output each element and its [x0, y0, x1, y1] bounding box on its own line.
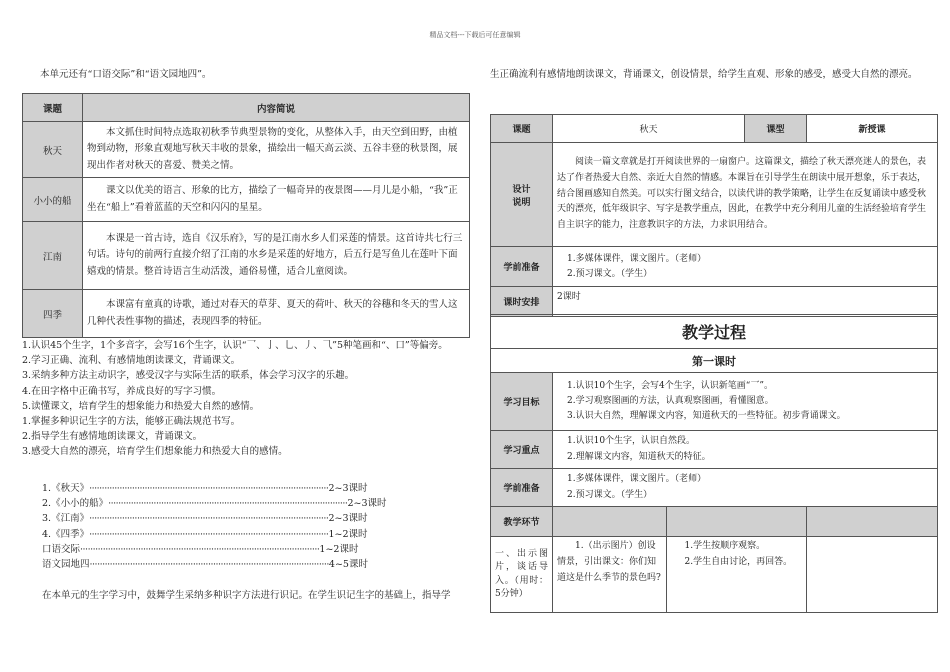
prep-item: 2.预习课文。（学生）: [567, 268, 653, 279]
continued-text: 生正确流利有感情地朗读课文，背诵课文，创设情景，给学生直观、形象的感受，感受大自然的漂亮。: [490, 69, 918, 80]
step-description: 一、出示图片，谈话导入。（用时：5分钟）: [491, 537, 553, 613]
goal-item: 5.读懂课文，培育学生的想象能力和热爱大自然的感情。: [22, 400, 260, 412]
label-goal: 学习目标: [491, 373, 553, 431]
prep-item: 1.多媒体课件，课文图片。（老师）: [567, 254, 707, 265]
col-header-title: 课题: [23, 94, 83, 122]
toc-row: [42, 527, 368, 542]
page-header-note: 精品文档---下载后可任意编辑: [429, 31, 521, 39]
label-design: 设计说明: [491, 143, 553, 247]
toc-label: 4.《四季》: [42, 528, 90, 540]
row-desc: 课文以优美的语言、形象的比方，描绘了一幅奇异的夜景图——月儿是小船，“我”正坐在“船上”看着蓝蓝的天空和闪闪的星星。: [83, 178, 470, 222]
lesson-info-table: [490, 114, 938, 317]
goal-item: 1.掌握多种识记生字的方法，能够正确法规范书写。: [22, 415, 241, 427]
content-summary-table: [22, 93, 470, 338]
goal-item: 4.在田字格中正确书写，养成良好的写字习惯。: [22, 385, 222, 397]
label-prep: 学前准备: [491, 247, 553, 287]
toc-row: [42, 557, 368, 572]
row-title: 四季: [23, 290, 83, 338]
toc-time: 2~3课时: [328, 513, 368, 525]
toc-leader: ·······························································································: [89, 558, 329, 570]
lesson-heading: 第一课时: [491, 349, 938, 373]
goal-item: 2.学习观察图画的方法，认真观察图画，看懂图意。: [567, 395, 774, 406]
row-title: 小小的船: [23, 178, 83, 222]
teacher-activity: 1.（出示图片）创设情景，引出课文：你们知道这是什么季节的景色吗?: [553, 537, 667, 613]
unit-intro: 本单元还有“口语交际”和“语文园地四”。: [40, 69, 212, 80]
toc-time: 4~5课时: [328, 558, 368, 570]
toc-label: 口语交际: [42, 543, 81, 555]
row-desc: 本文抓住时间特点选取初秋季节典型景物的变化，从整体入手，由天空到田野，由植物到动物，形象直观地写秋天丰收的景象，描绘出一幅天高云淡、五谷丰登的秋景图，展现出作者对秋天的喜爱、赞美之情。: [83, 122, 470, 178]
goal-item: 1.认识10个生字，会写4个生字，认识新笔画“乛”。: [567, 380, 773, 391]
teaching-goals-list: [22, 338, 470, 460]
toc-leader: ·······························································································: [108, 498, 348, 510]
teaching-process-table: [490, 314, 938, 613]
lesson-type: 新授课: [807, 115, 938, 143]
toc-leader: ·······························································································: [89, 528, 329, 540]
goal-item: 1.认识45个生字，1个多音字，会写16个生字，认识“乛、亅、乚、丿、⺄”5种笔画和“、口”等偏旁。: [22, 340, 448, 351]
toc-time: 2~3课时: [347, 498, 387, 510]
label-prep: 学前准备: [491, 469, 553, 507]
toc-row: [42, 542, 359, 557]
row-title: 秋天: [23, 122, 83, 178]
key-item: 1.认识10个生字，认识自然段。: [567, 436, 696, 447]
toc-row: [42, 511, 368, 526]
lesson-title: 秋天: [553, 115, 745, 143]
unit-tail-text: 在本单元的生字学习中，鼓舞学生采纳多种识字方法进行识记。在学生识记生字的基础上，指导学: [42, 590, 451, 601]
toc-time: 1~2课时: [328, 528, 368, 540]
goal-item: 3.采纳多种方法主动识字，感受汉字与实际生活的联系，体会学习汉字的乐趣。: [22, 370, 355, 382]
toc-label: 3.《江南》: [42, 513, 90, 525]
lesson-hours: 2课时: [553, 287, 938, 317]
toc-row: [42, 481, 368, 496]
toc-time: 2~3课时: [328, 483, 368, 494]
col-header-desc: 内容简说: [83, 94, 470, 122]
toc-leader: ·······························································································: [80, 543, 320, 555]
toc-row: [42, 496, 387, 511]
student-activity: 1.学生按顺序观察。: [684, 541, 766, 551]
row-desc: 本课富有童真的诗歌，通过对春天的草芽、夏天的荷叶、秋天的谷穗和冬天的雪人这几种代表性事物的描述，表现四季的特征。: [83, 290, 470, 338]
goal-item: 2.学习正确、流利、有感情地朗读课文，背诵课文。: [22, 355, 241, 367]
goal-item: 3.认识大自然，理解课文内容，知道秋天的一些特征。初步背诵课文。: [567, 411, 846, 422]
toc-label: 2.《小小的船》: [42, 498, 109, 510]
student-activity: 2.学生自由讨论，再回答。: [684, 556, 793, 567]
key-item: 2.理解课文内容，知道秋天的特征。: [567, 451, 711, 462]
label-key: 学习重点: [491, 431, 553, 469]
row-title: 江南: [23, 222, 83, 290]
label-step: 教学环节: [491, 507, 553, 537]
toc-time: 1~2课时: [319, 543, 359, 555]
prep-item: 2.预习课文。（学生）: [567, 489, 653, 500]
toc-label: 1.《秋天》: [42, 483, 90, 494]
prep-item: 1.多媒体课件，课文图片。（老师）: [567, 474, 707, 485]
toc-label: 语文园地四: [42, 558, 90, 570]
process-heading: 教学过程: [491, 315, 938, 349]
toc-leader: ·······························································································: [89, 513, 329, 525]
lesson-hours-toc: [42, 481, 387, 572]
goal-item: 3.感受大自然的漂亮，培育学生们想象能力和热爱大自的感情。: [22, 446, 288, 458]
label-type: 课型: [745, 115, 807, 143]
goal-item: 2.指导学生有感情地朗读课文，背诵课文。: [22, 431, 203, 443]
label-title: 课题: [491, 115, 553, 143]
row-desc: 本课是一首古诗，选自《汉乐府》，写的是江南水乡人们采莲的情景。这首诗共七行三句话。诗句的前两行直接介绍了江南的水乡是采莲的好地方，后五行是写鱼儿在莲叶下面嬉戏的情景。整首诗语言生动活泼，通俗易懂，适合儿童阅读。: [83, 222, 470, 290]
toc-leader: ·······························································································: [89, 483, 329, 494]
design-description: 阅读一篇文章就是打开阅读世界的一扇窗户。这篇课文，描绘了秋天漂亮迷人的景色，表达了作者热爱大自然、亲近大自然的情感。本课旨在引导学生在朗读中展开想象，乐于表达，结合图画感知自然美。可以实行图文结合，以读代讲的教学策略，让学生在反复诵读中感受秋天的漂亮，低年级识字、写字是教学重点，因此，在教学中充分利用儿童的生活经验培育学生自主识字的能力，注意教识字的方法，力求识用结合。: [553, 143, 938, 247]
label-hours: 课时安排: [491, 287, 553, 317]
